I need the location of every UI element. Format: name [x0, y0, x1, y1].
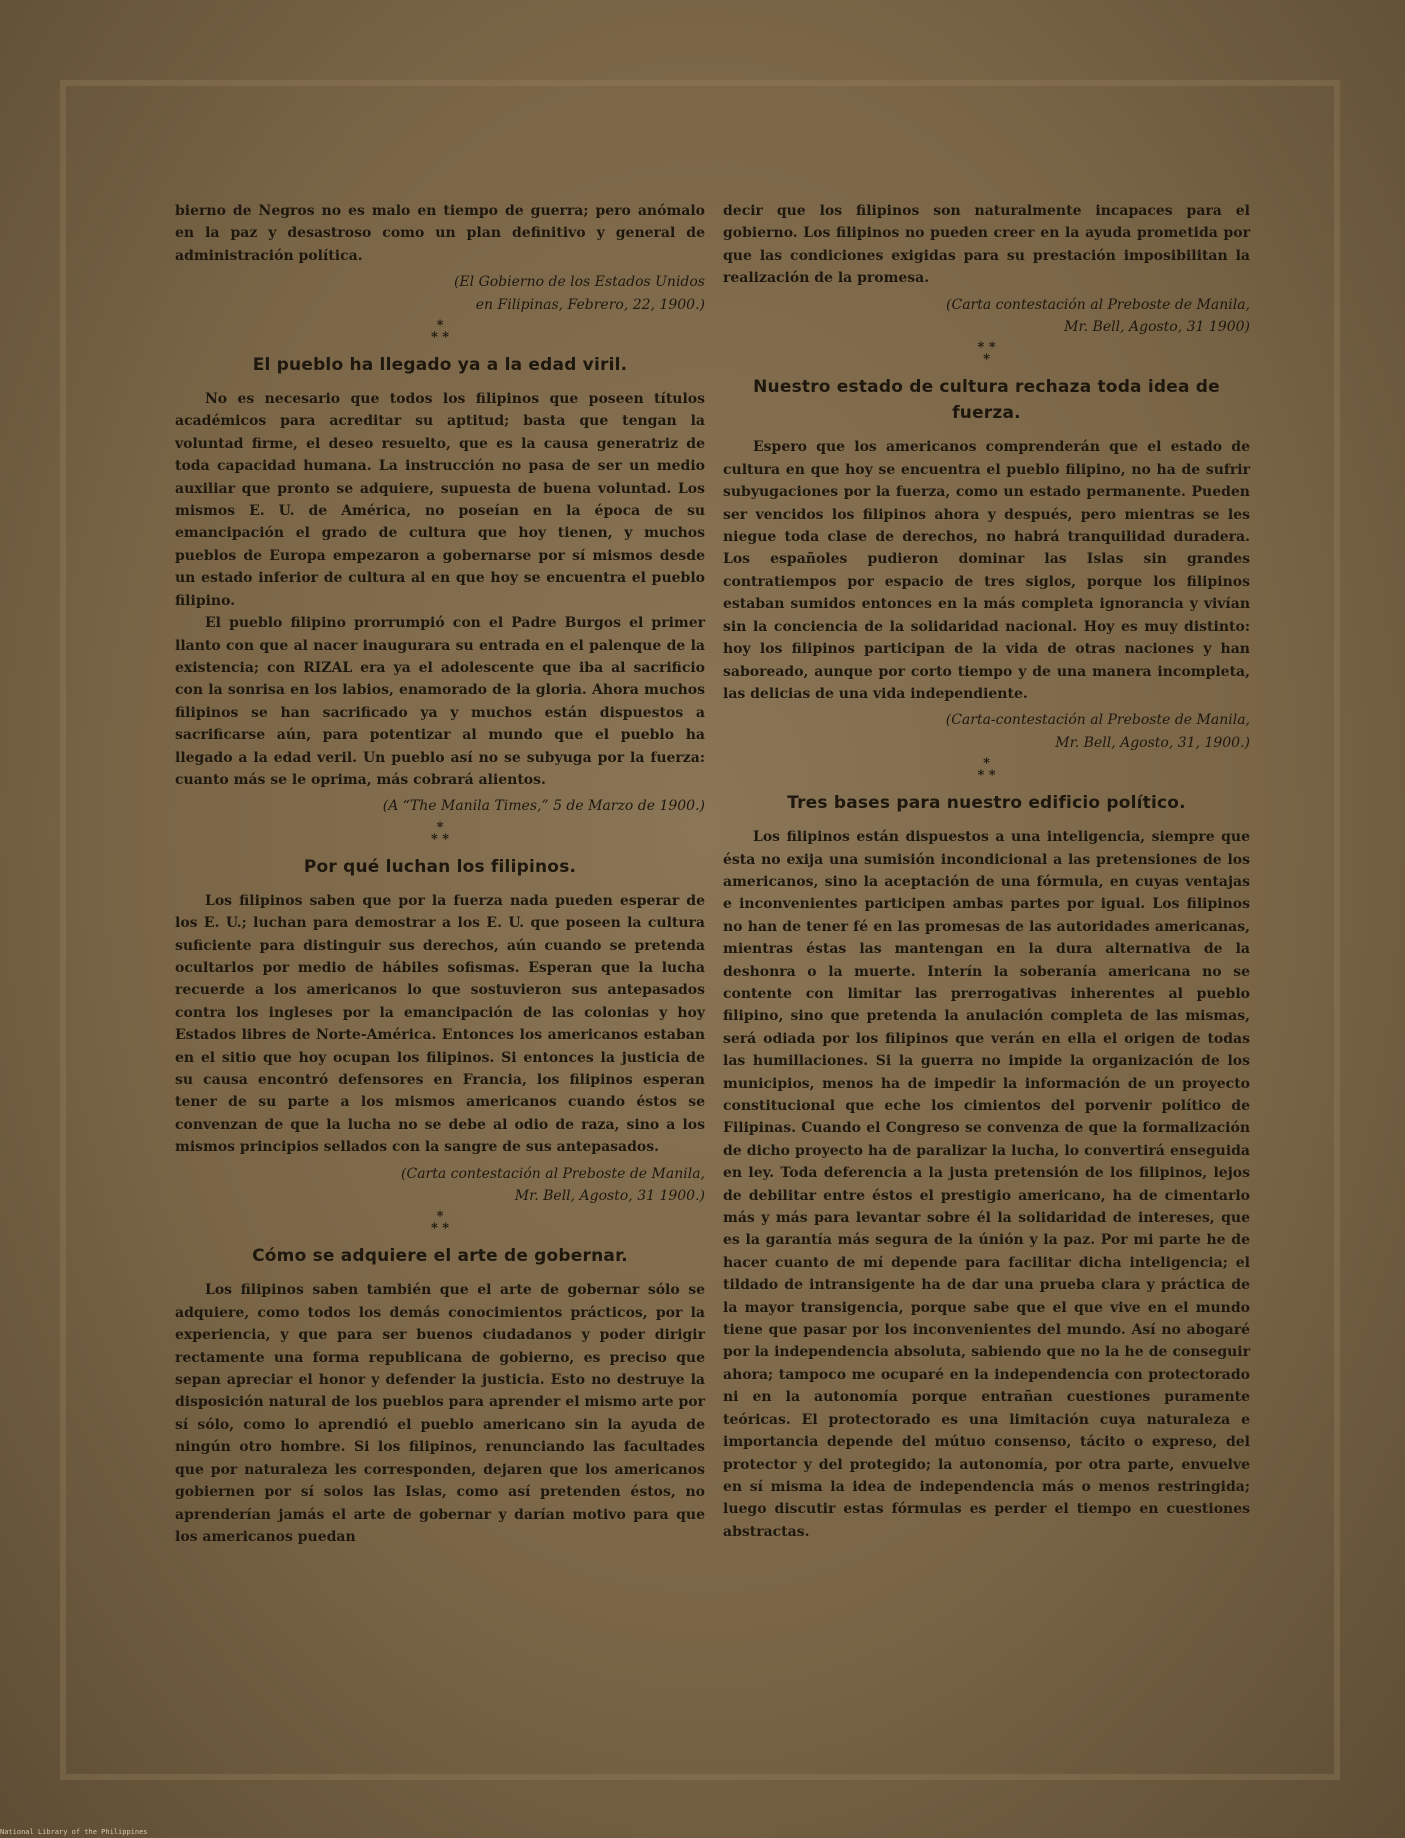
citation-line: (El Gobierno de los Estados Unidos: [453, 274, 705, 291]
paragraph: El pueblo filipino prorrumpió con el Padre Burgos el primer llanto con que al nacer inaugurara su entrada en el palenque de la existencia; con RIZAL era ya el adolescente que iba al sacrificio con la sonrisa en los labios, enamorado de la gloria. Ahora muchos filipinos se han sacrificado ya y muchos están dispuestos a sacrificarse aún, para potentizar al mundo que el pueblo ha llegado a la edad veril. Un pueblo así no se subyuga por la fuerza: cuanto más se le oprima, más cobrará alientos.: [175, 615, 705, 788]
paragraph: Los filipinos saben también que el arte de gobernar sólo se adquiere, como todos los demás conocimientos prácticos, por la experiencia, y que para ser buenos ciudadanos y poder dirigir rectamente una forma republicana de gobierno, es preciso que sepan apreciar el honor y defender la justicia. Esto no destruye la disposición natural de los pueblos para aprender el mismo arte por sí sólo, como lo aprendió el pueblo americano sin la ayuda de ningún otro hombre. Si los filipinos, renunciando las facultades que por naturaleza les corresponden, dejaren que los americanos gobiernen por sí solos las Islas, como así pretenden éstos, no aprenderían jamás el arte de gobernar y darían motivo para que los americanos puedan: [175, 1282, 705, 1545]
citation: [723, 709, 1250, 754]
library-watermark: National Library of the Philippines: [0, 1828, 148, 1836]
asterism: * * *: [977, 340, 996, 368]
asterism: * * *: [430, 318, 450, 346]
citation-line: (Carta contestación al Preboste de Manila,: [401, 1165, 705, 1182]
asterism: * * *: [977, 756, 996, 784]
right-column: [723, 200, 1250, 1543]
paragraph: bierno de Negros no es malo en tiempo de guerra; pero anómalo en la paz y desastroso como un plan definitivo y general de administración política.: [175, 203, 705, 264]
citation-line: Mr. Bell, Agosto, 31 1900): [1064, 319, 1250, 336]
citation-line: Mr. Bell, Agosto, 31 1900.): [514, 1188, 705, 1205]
citation-line: en Filipinas, Febrero, 22, 1900.): [475, 296, 705, 313]
section-heading: Por qué luchan los filipinos.: [303, 856, 577, 877]
left-column: [175, 200, 705, 1548]
citation: (A “The Manila Times,” 5 de Marzo de 1900.): [382, 798, 705, 815]
section-heading: El pueblo ha llegado ya a la edad viril.: [252, 355, 628, 376]
paragraph: Espero que los americanos comprenderán que el estado de cultura en que hoy se encuentra el pueblo filipino, no ha de sufrir subyugaciones por la fuerza, como un estado permanente. Pueden ser vencidos los filipinos ahora y después, pero mientras se les niegue toda clase de derechos, no habrá tranquilidad duradera. Los españoles pudieron dominar las Islas sin grandes contratiempos por espacio de tres siglos, porque los filipinos estaban sumidos entonces en la más completa ignorancia y vivían sin la conciencia de la solidaridad nacional. Hoy es muy distinto: hoy los filipinos participan de la vida de otras naciones y han saboreado, aunque por corto tiempo y de una manera incompleta, las delicias de una vida independiente.: [723, 439, 1250, 702]
section-heading: Nuestro estado de cultura rechaza toda idea de fuerza.: [753, 377, 1220, 424]
citation: [175, 271, 705, 316]
paragraph: No es necesario que todos los filipinos que poseen títulos académicos para acreditar su aptitud; basta que tengan la voluntad firme, el deseo resuelto, que es la causa generatriz de toda capacidad humana. La instrucción no pasa de ser un medio auxiliar que pronto se adquiere, supuesta de buena voluntad. Los mismos E. U. de América, no poseían en la época de su emancipación el grado de cultura que hoy tienen, y muchos pueblos de Europa empezaron a gobernarse por sí mismos desde un estado inferior de cultura al en que hoy se encuentra el pueblo filipino.: [175, 391, 705, 609]
section-heading: Tres bases para nuestro edificio político.: [787, 793, 1186, 814]
citation: [175, 1163, 705, 1208]
asterism: * * *: [430, 1209, 450, 1237]
asterism: * * *: [430, 819, 450, 847]
paragraph: decir que los filipinos son naturalmente incapaces para el gobierno. Los filipinos no pueden creer en la ayuda prometida por que las condiciones exigidas para su prestación imposibilitan la realización de la promesa.: [723, 203, 1250, 287]
citation-line: (Carta-contestación al Preboste de Manila,: [945, 712, 1250, 729]
section-heading: Cómo se adquiere el arte de gobernar.: [252, 1246, 628, 1267]
citation-line: Mr. Bell, Agosto, 31, 1900.): [1055, 734, 1250, 751]
paragraph: Los filipinos saben que por la fuerza nada pueden esperar de los E. U.; luchan para demostrar a los E. U. que poseen la cultura suficiente para distinguir sus derechos, aún cuando se pretenda ocultarlos por medio de hábiles sofismas. Esperan que la lucha recuerde a los americanos lo que sostuvieron sus antepasados contra los ingleses por la emancipación de las colonias y hoy Estados libres de Norte-América. Entonces los americanos estaban en el sitio que hoy ocupan los filipinos. Si entonces la justicia de su causa encontró defensores en Francia, los filipinos esperan tener de su parte a los mismos americanos cuando éstos se convenzan de que la lucha no se debe al odio de raza, sino a los mismos principios sellados con la sangre de sus antepasados.: [175, 892, 705, 1156]
citation: [723, 294, 1250, 339]
paragraph: Los filipinos están dispuestos a una inteligencia, siempre que ésta no exija una sumisión incondicional a las pretensiones de los americanos, sino la aceptación de una fórmula, en cuyas ventajas e inconvenientes participen ambas partes por igual. Los filipinos no han de tener fé en las promesas de las autoridades americanas, mientras éstas las mantengan en la dura alternativa de la deshonra o la muerte. Interín la soberanía americana no se contente con limitar las prerrogativas inherentes al pueblo filipino, sino que pretenda la anulación completa de las mismas, será odiada por los filipinos que verán en ella el origen de todas las humillaciones. Si la guerra no impide la organización de los municipios, menos ha de impedir la información de un proyecto constitucional que eche los cimientos del porvenir político de Filipinas. Cuando el Congreso se convenza de que la formalización de dicho proyecto ha de paralizar la lucha, lo convertirá enseguida en ley. Toda deferencia a la justa pretensión de los filipinos, lejos de debilitar entre éstos el prestigio americano, ha de cimentarlo más y más para levantar sobre él la solidaridad de intereses, que es la garantía más segura de la únión y la paz. Por mi parte he de hacer cuanto de mí depende para facilitar dicha inteligencia; el tildado de intransigente ha de dar una prueba clara y práctica de la mayor transigencia, porque sabe que el que vive en el mundo tiene que pasar por los inconvenientes del mundo. Así no abogaré por la independencia absoluta, sabiendo que no la he de conseguir ahora; tampoco me ocuparé en la independencia con protectorado ni en la autonomía porque entrañan cuestiones puramente teóricas. El protectorado es una limitación cuya naturaleza e importancia depende del mútuo consenso, tácito o expreso, del protector y del protegido; la autonomía, por otra parte, envuelve en sí misma la idea de independencia más o menos restringida; luego discutir estas fórmulas es perder el tiempo en cuestiones abstractas.: [723, 829, 1250, 1540]
citation-line: (Carta contestación al Preboste de Manila,: [946, 296, 1250, 313]
